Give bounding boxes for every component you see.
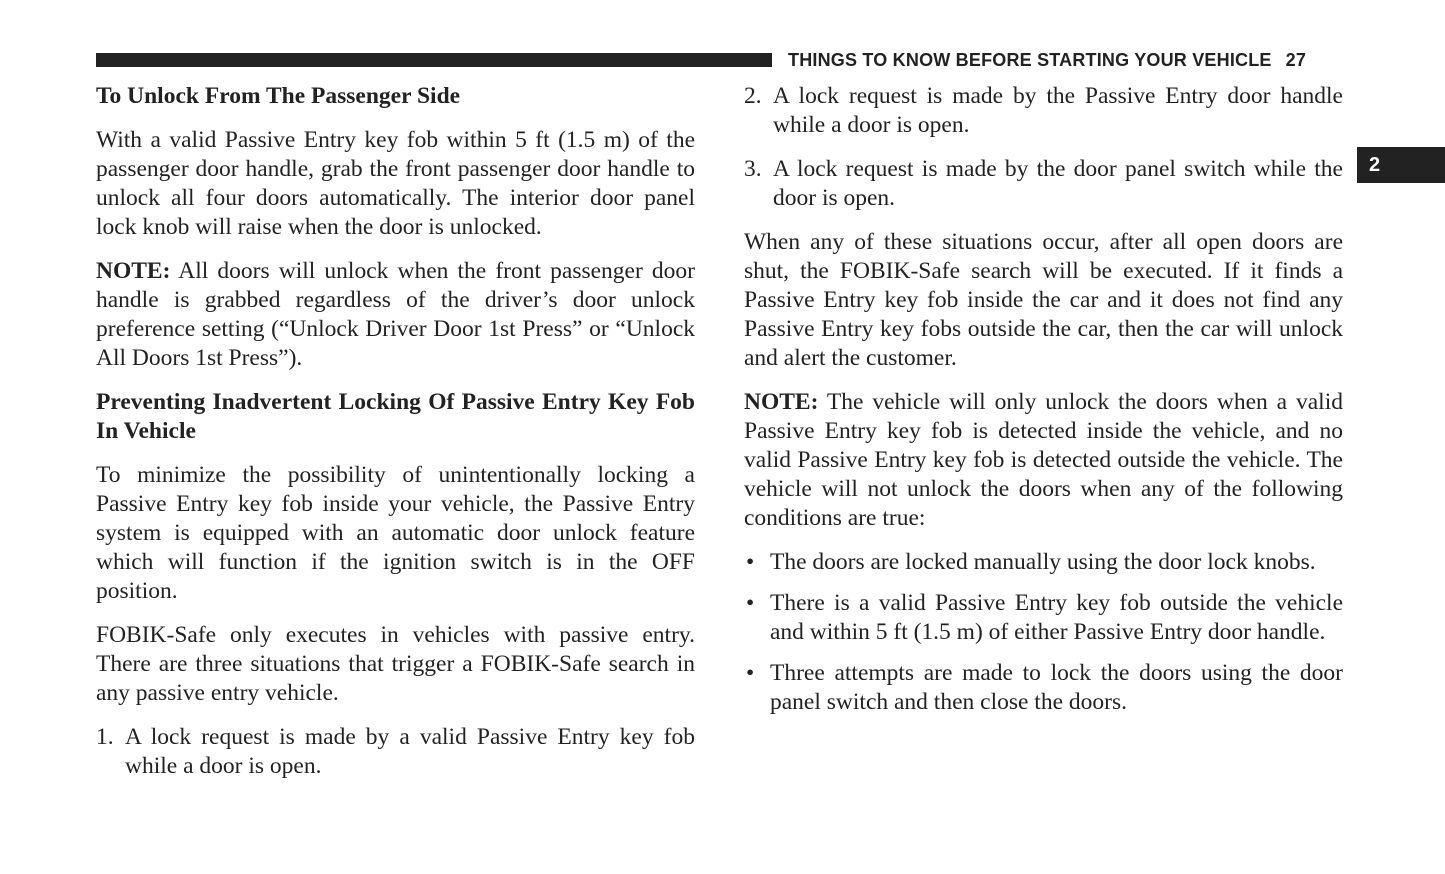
running-header bbox=[788, 50, 1306, 71]
list-item-text: A lock request is made by the Passive Entry door handle while a door is open. bbox=[773, 83, 1343, 138]
heading-unlock-passenger-side: To Unlock From The Passenger Side bbox=[96, 83, 461, 109]
note-text: The vehicle will only unlock the doors when a valid Passive Entry key fob is detected inside the vehicle, and no valid Passive Entry key fob is detected outside the vehicle. The vehicle will not unlock the doors when any of the following conditions are true: bbox=[744, 389, 1343, 531]
paragraph-unlock-passenger: With a valid Passive Entry key fob within 5 ft (1.5 m) of the passenger door handle, grab the front passenger door handle to unlock all four doors automatically. The interior door panel lock knob will raise when the door is unlocked. bbox=[96, 127, 695, 240]
paragraph-fobik-safe: FOBIK-Safe only executes in vehicles with passive entry. There are three situations that trigger a FOBIK-Safe search in any passive entry vehicle. bbox=[96, 622, 695, 706]
list-item-text: A lock request is made by the door panel switch while the door is open. bbox=[773, 156, 1343, 211]
header-rule bbox=[96, 53, 772, 67]
list-number: 3. bbox=[744, 156, 762, 182]
list-number: 2. bbox=[744, 83, 762, 109]
bullet-item bbox=[744, 589, 1343, 647]
note-paragraph bbox=[744, 388, 1343, 533]
note-label: NOTE: bbox=[744, 389, 819, 415]
bullet-text: Three attempts are made to lock the doors using the door panel switch and then close the doors. bbox=[770, 660, 1343, 715]
bullet-marker: • bbox=[746, 549, 755, 575]
list-item bbox=[744, 155, 1343, 213]
left-column bbox=[96, 82, 695, 796]
bullet-text: The doors are locked manually using the door lock knobs. bbox=[770, 549, 1316, 575]
right-column bbox=[744, 82, 1343, 729]
paragraph-minimize-locking: To minimize the possibility of unintentionally locking a Passive Entry key fob inside your vehicle, the Passive Entry system is equipped with an automatic door unlock feature which will function if the ignition switch is in the OFF position. bbox=[96, 462, 695, 604]
bullet-marker: • bbox=[746, 660, 755, 686]
bullet-item bbox=[744, 548, 1343, 577]
note-text: All doors will unlock when the front passenger door handle is grabbed regardless of the driver’s door unlock preference setting (“Unlock Driver Door 1st Press” or “Unlock All Doors 1st Press”). bbox=[96, 258, 695, 371]
section-title: THINGS TO KNOW BEFORE STARTING YOUR VEHICLE bbox=[788, 50, 1272, 70]
note-label: NOTE: bbox=[96, 258, 171, 284]
heading-preventing-locking: Preventing Inadvertent Locking Of Passive Entry Key Fob In Vehicle bbox=[96, 389, 695, 444]
list-item-text: A lock request is made by a valid Passive Entry key fob while a door is open. bbox=[125, 724, 695, 779]
note-paragraph bbox=[96, 257, 695, 373]
bullet-item bbox=[744, 659, 1343, 717]
bullet-text: There is a valid Passive Entry key fob outside the vehicle and within 5 ft (1.5 m) of either Passive Entry door handle. bbox=[770, 590, 1343, 645]
list-item bbox=[96, 723, 695, 781]
chapter-tab: 2 bbox=[1357, 147, 1445, 183]
list-item bbox=[744, 82, 1343, 140]
page-number: 27 bbox=[1285, 50, 1307, 70]
paragraph-situations: When any of these situations occur, after all open doors are shut, the FOBIK-Safe search will be executed. If it finds a Passive Entry key fob inside the car and it does not find any Passive Entry key fobs outside the car, then the car will unlock and alert the customer. bbox=[744, 229, 1343, 371]
bullet-marker: • bbox=[746, 590, 755, 616]
list-number: 1. bbox=[96, 724, 114, 750]
